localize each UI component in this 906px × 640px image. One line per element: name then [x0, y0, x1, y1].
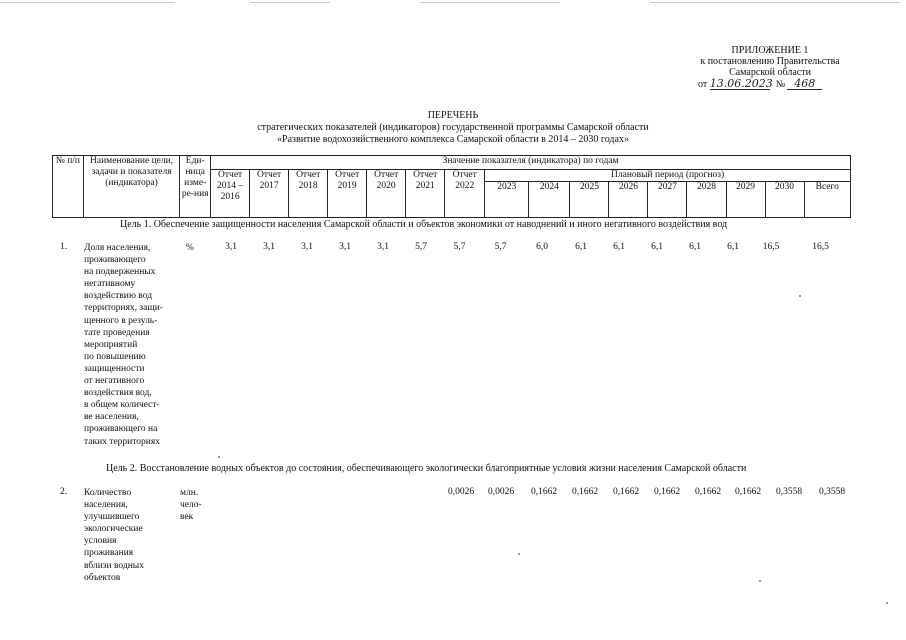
scan-speck — [218, 456, 220, 458]
header-plan-2030: 2030 — [765, 182, 804, 218]
row-value-2025: 6,1 — [575, 242, 587, 252]
row-value-2020: 3,1 — [377, 242, 389, 252]
row-value-2022: 0,0026 — [447, 487, 475, 497]
row-value-2022: 5,7 — [453, 242, 466, 252]
row-number: 2. — [60, 487, 68, 497]
header-values-group: Значение показателя (индикатора) по годам — [211, 156, 851, 170]
header-report-2018: Отчет 2018 — [289, 170, 328, 218]
scan-speck — [886, 602, 888, 604]
header-plan-2028: 2028 — [687, 182, 726, 218]
header-report-2014-2016: Отчет 2014 – 2016 — [211, 170, 250, 218]
row-value-2018: 3,1 — [301, 242, 313, 252]
header-name: Наименование цели, задачи и показателя (индикатора) — [83, 156, 180, 218]
row-value-2027: 0,1662 — [653, 487, 681, 497]
row-value-2027: 6,1 — [651, 242, 663, 252]
title-line-1: ПЕРЕЧЕНЬ — [427, 110, 479, 121]
header-plan-2024: 2024 — [529, 182, 570, 218]
header-plan-2029: 2029 — [726, 182, 765, 218]
row-value-2019: 3,1 — [339, 242, 351, 252]
header-report-2020: Отчет 2020 — [367, 170, 406, 218]
header-plan-2027: 2027 — [648, 182, 687, 218]
row-value-2030: 0,3558 — [775, 487, 803, 497]
header-report-2017: Отчет 2017 — [250, 170, 289, 218]
indicators-table — [52, 155, 851, 218]
scan-edge-line — [650, 2, 900, 3]
header-report-2022: Отчет 2022 — [445, 170, 485, 218]
document-title — [200, 110, 706, 146]
resolution-reference: к постановлению Правительства — [700, 56, 840, 67]
header-plan-2026: 2026 — [609, 182, 648, 218]
header-plan-2023: 2023 — [485, 182, 529, 218]
goal-1-heading: Цель 1. Обеспечение защищенности населения Самарской области и объектов экономики от наводнений и иного негативного воздействия вод — [120, 219, 728, 230]
row-value-2026: 6,1 — [613, 242, 625, 252]
appendix-title: ПРИЛОЖЕНИЕ 1 — [731, 45, 809, 56]
handwritten-date: 13.06.2023 — [709, 77, 773, 90]
scan-edge-line — [0, 2, 175, 3]
title-line-2: стратегических показателей (индикаторов) государственной программы Самарской области — [257, 122, 649, 133]
scan-speck — [799, 295, 801, 297]
row-value-2017: 3,1 — [263, 242, 275, 252]
title-line-3: «Развитие водохозяйственного комплекса Самарской области в 2014 – 2030 годах» — [277, 134, 629, 145]
header-unit: Еди-ница изме-ре-ния — [180, 156, 211, 218]
scan-speck — [759, 580, 761, 582]
goal-2-heading: Цель 2. Восстановление водных объектов до состояния, обеспечивающего экологически благоприятные условия жизни населения Самарской области — [106, 463, 747, 474]
header-plan-2025: 2025 — [570, 182, 609, 218]
scan-edge-line — [420, 2, 560, 3]
appendix-heading — [640, 45, 900, 90]
header-report-2021: Отчет 2021 — [406, 170, 445, 218]
number-sign: № — [775, 79, 786, 90]
header-num: № п/п — [53, 156, 84, 218]
row-value-2023: 5,7 — [494, 242, 507, 252]
header-report-2019: Отчет 2019 — [328, 170, 367, 218]
row-number: 1. — [60, 242, 68, 252]
resolution-date-number — [640, 78, 900, 90]
row-value-2026: 0,1662 — [612, 487, 640, 497]
row-value-2021: 5,7 — [415, 242, 427, 252]
row-unit: млн. чело- век — [180, 488, 202, 522]
row-indicator-name: Количество населения, улучшившего экологические условия проживания вблизи водных объектов — [84, 488, 144, 583]
row-value-2024: 0,1662 — [530, 487, 558, 497]
row-value-2014-2016: 3,1 — [225, 242, 237, 252]
row-value-2025: 0,1662 — [571, 487, 599, 497]
scan-edge-line — [250, 2, 330, 3]
row-value-total: 16,5 — [812, 242, 829, 252]
header-plan-group: Плановый период (прогноз) — [485, 170, 851, 182]
row-value-2028: 6,1 — [689, 242, 701, 252]
region-name: Самарской области — [729, 67, 811, 78]
row-value-2029: 0,1662 — [734, 487, 762, 497]
row-value-2023: 0,0026 — [487, 487, 515, 497]
row-indicator-name: Доля населения, проживающего на подверженных негативному воздействию вод территориях, защи- щенного в резуль- тате проведения мероприятий по повышению защищенности от негативного воздействия вод, в общем количест- ве населения, проживающего на таких территориях — [84, 243, 163, 447]
row-value-total: 0,3558 — [818, 487, 846, 497]
from-prefix: от — [698, 79, 708, 90]
handwritten-number: 468 — [787, 78, 822, 90]
table-row — [0, 487, 906, 587]
table-row — [0, 242, 906, 452]
row-value-2030: 16,5 — [762, 242, 780, 252]
row-value-2028: 0,1662 — [694, 487, 722, 497]
row-unit: % — [186, 243, 194, 253]
scan-speck — [518, 553, 520, 555]
header-plan-total: Всего — [804, 182, 850, 218]
row-value-2024: 6,0 — [536, 242, 548, 252]
row-value-2029: 6,1 — [727, 242, 739, 252]
